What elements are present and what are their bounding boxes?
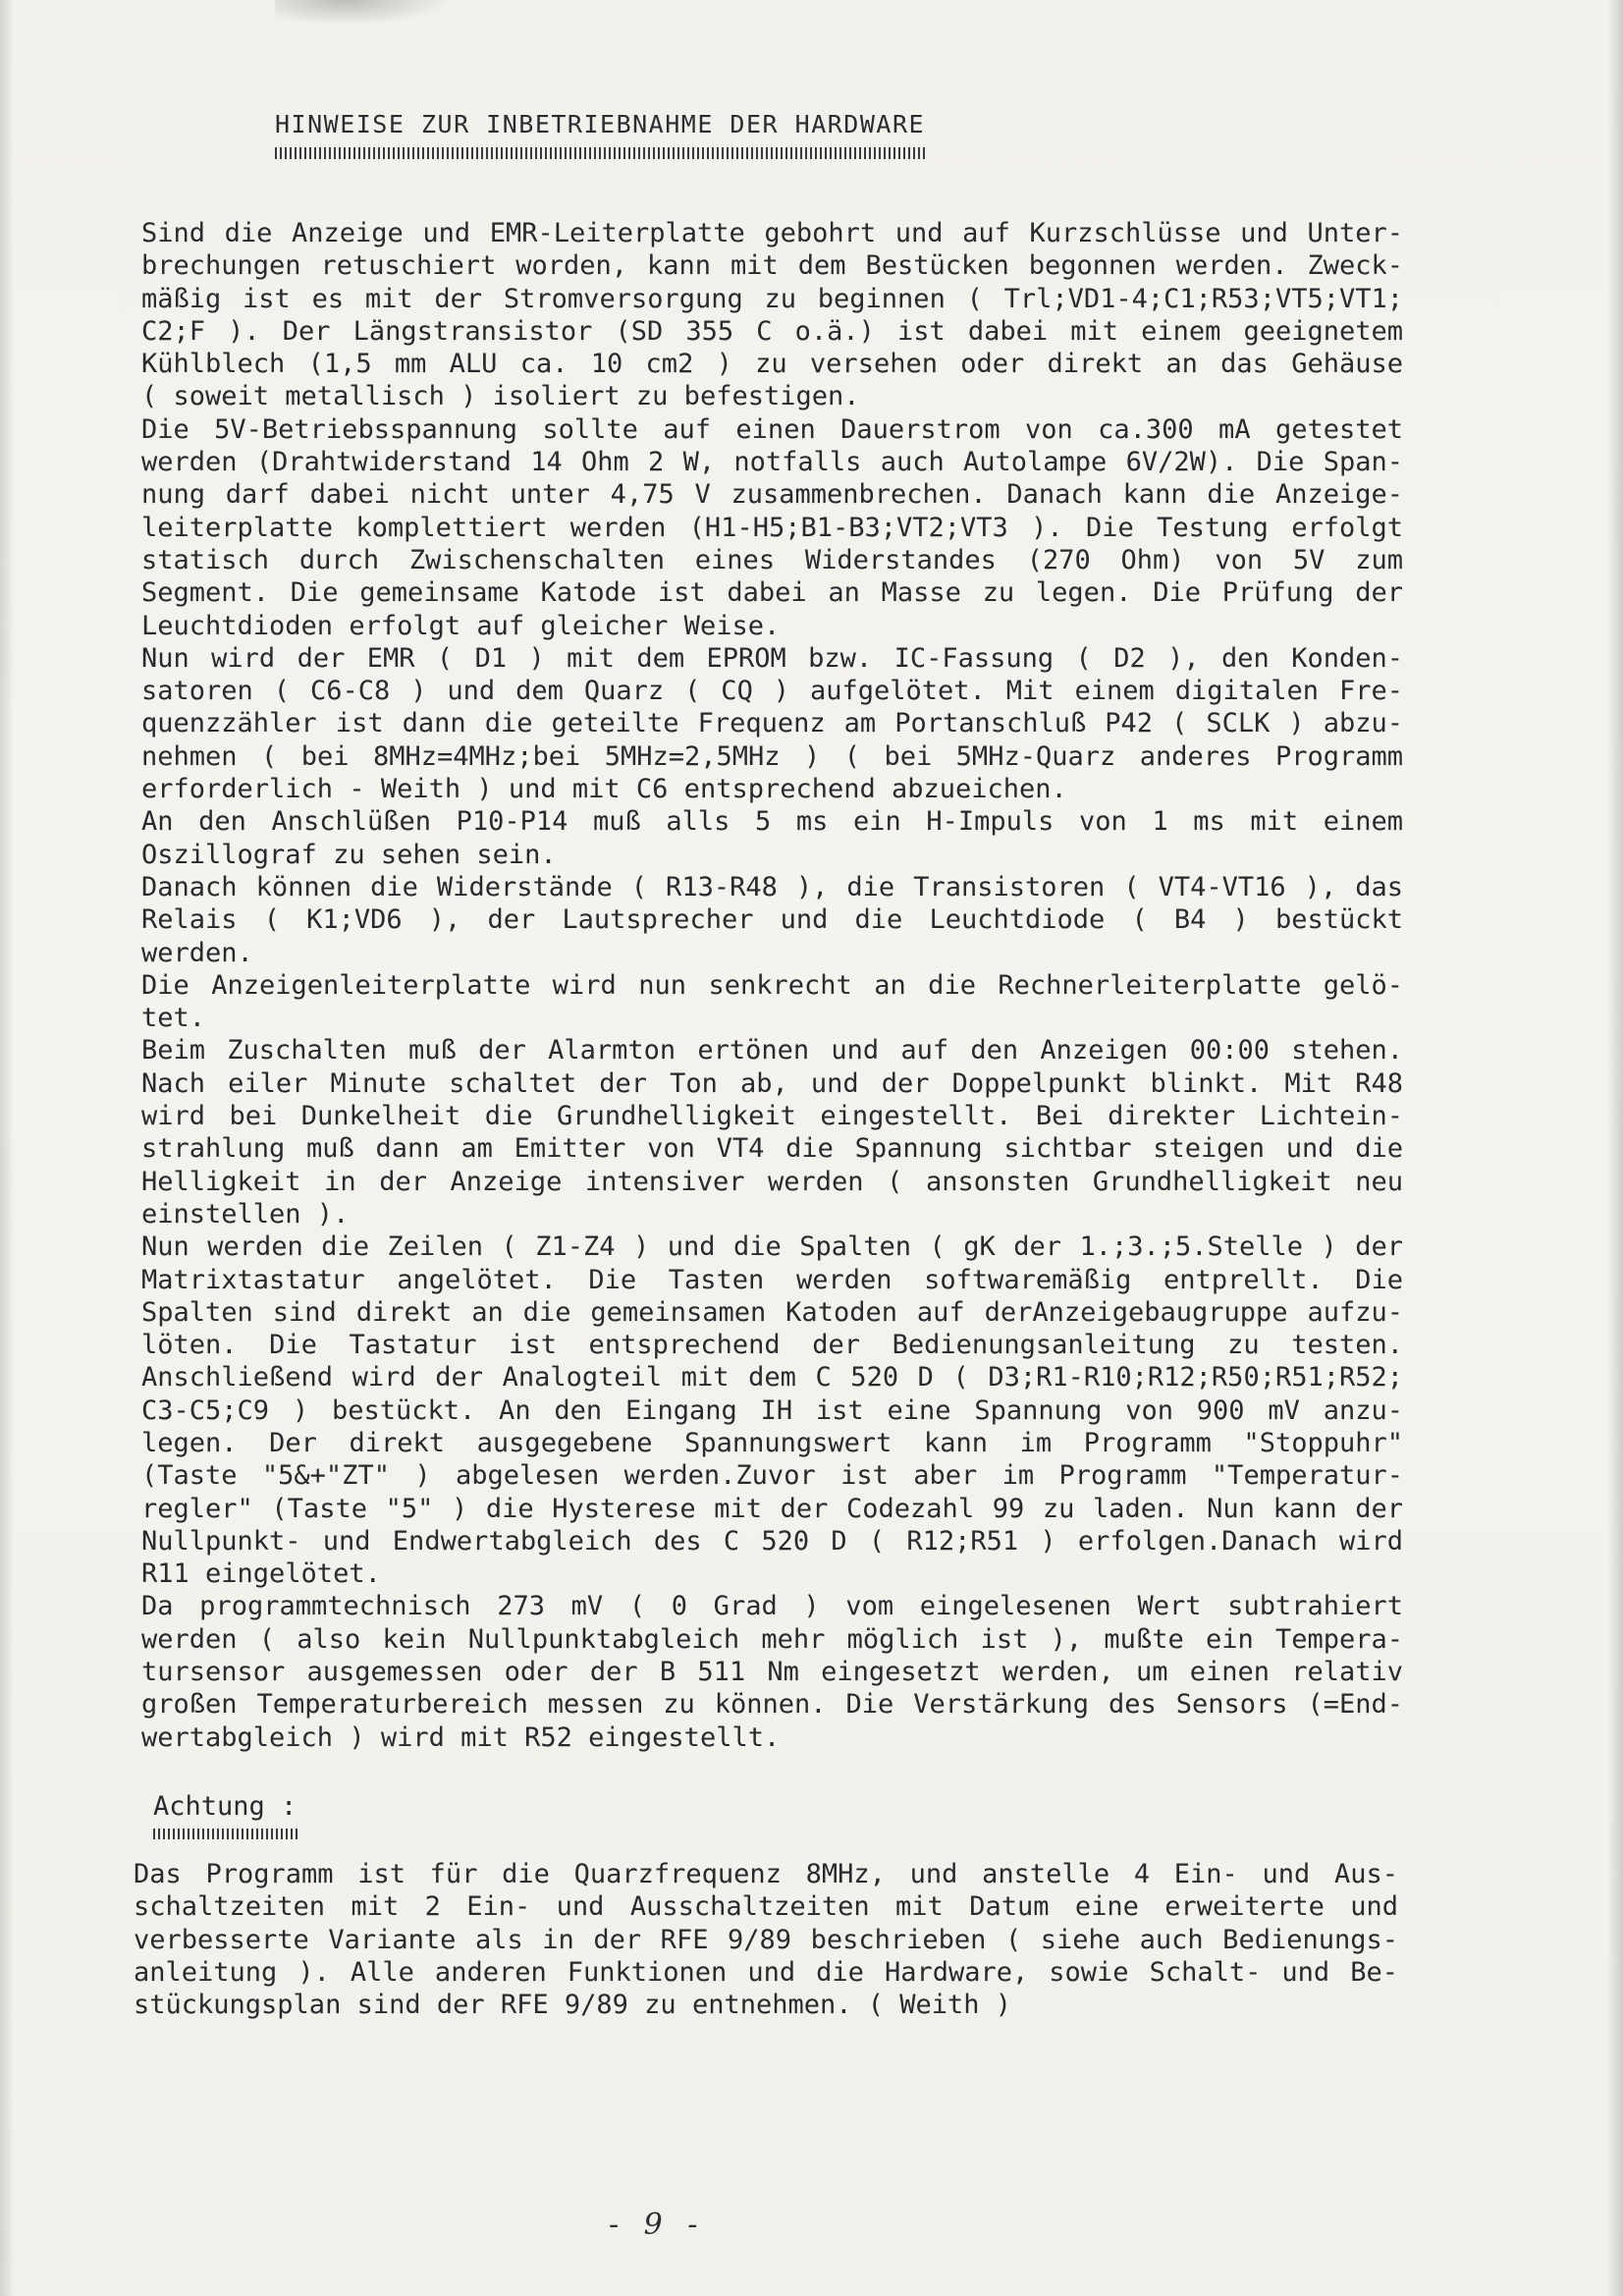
text-line: tursensor ausgemessen oder der B 511 Nm eingesetzt werden, um einen relativ: [141, 1657, 1403, 1688]
text-line: löten. Die Tastatur ist entsprechend der Bedienungsanleitung zu testen.: [141, 1330, 1403, 1361]
text-line: Beim Zuschalten muß der Alarmton ertönen und auf den Anzeigen 00:00 stehen.: [141, 1035, 1403, 1066]
text-line: (Taste "5&+"ZT" ) abgelesen werden.Zuvor ist aber im Programm "Temperatur-: [141, 1460, 1403, 1492]
text-line: schaltzeiten mit 2 Ein- und Ausschaltzeiten mit Datum eine erweiterte und: [134, 1891, 1398, 1923]
text-line: Matrixtastatur angelötet. Die Tasten werden softwaremäßig entprellt. Die: [141, 1264, 1403, 1295]
text-line: Helligkeit in der Anzeige intensiver werden ( ansonsten Grundhelligkeit neu: [141, 1166, 1403, 1197]
note-text: [134, 1858, 1398, 2021]
body-text: [141, 217, 1403, 1754]
text-line: wertabgleich ) wird mit R52 eingestellt.: [141, 1722, 781, 1753]
text-line: strahlung muß dann am Emitter von VT4 die Spannung sichtbar steigen und die: [141, 1133, 1403, 1165]
text-line: Das Programm ist für die Quarzfrequenz 8MHz, und anstelle 4 Ein- und Aus-: [134, 1859, 1398, 1889]
text-line: Nun werden die Zeilen ( Z1-Z4 ) und die Spalten ( gK der 1.;3.;5.Stelle ) der: [141, 1231, 1403, 1263]
text-line: anleitung ). Alle anderen Funktionen und die Hardware, sowie Schalt- und Be-: [134, 1956, 1398, 1988]
text-line: großen Temperaturbereich messen zu können. Die Verstärkung des Sensors (=End-: [141, 1689, 1403, 1721]
text-line: Relais ( K1;VD6 ), der Lautsprecher und die Leuchtdiode ( B4 ) bestückt: [141, 904, 1403, 936]
left-edge-shadow: [0, 0, 14, 2296]
text-line: statisch durch Zwischenschalten eines Widerstandes (270 Ohm) von 5V zum: [141, 544, 1403, 575]
text-line: C3-C5;C9 ) bestückt. An den Eingang IH ist eine Spannung von 900 mV anzu-: [141, 1394, 1403, 1426]
text-line: einstellen ).: [141, 1198, 350, 1230]
text-line: ( soweit metallisch ) isoliert zu befestigen.: [141, 381, 860, 412]
text-line: stückungsplan sind der RFE 9/89 zu entnehmen. ( Weith ): [134, 1990, 1012, 2021]
text-line: Nullpunkt- und Endwertabgleich des C 520 D ( R12;R51 ) erfolgen.Danach wird: [141, 1525, 1403, 1557]
text-line: mäßig ist es mit der Stromversorgung zu beginnen ( Trl;VD1-4;C1;R53;VT5;VT1;: [141, 283, 1403, 314]
text-line: Da programmtechnisch 273 mV ( 0 Grad ) vom eingelesenen Wert subtrahiert: [141, 1591, 1403, 1622]
text-line: brechungen retuschiert worden, kann mit dem Bestücken begonnen werden. Zweck-: [141, 250, 1403, 282]
text-line: Nach eiler Minute schaltet der Ton ab, und der Doppelpunkt blinkt. Mit R48: [141, 1067, 1403, 1099]
text-line: erforderlich - Weith ) und mit C6 entsprechend abzueichen.: [141, 774, 1067, 805]
text-line: tet.: [141, 1003, 206, 1034]
text-line: Die Anzeigenleiterplatte wird nun senkrecht an die Rechnerleiterplatte gelö-: [141, 969, 1403, 1001]
text-line: Oszillograf zu sehen sein.: [141, 839, 557, 870]
text-line: C2;F ). Der Längstransistor (SD 355 C o.ä.) ist dabei mit einem geeignetem: [141, 315, 1403, 347]
text-line: regler" (Taste "5" ) die Hysterese mit der Codezahl 99 zu laden. Nun kann der: [141, 1493, 1403, 1524]
text-line: werden ( also kein Nullpunktabgleich mehr möglich ist ), mußte ein Tempera-: [141, 1623, 1403, 1655]
text-line: Leuchtdioden erfolgt auf gleicher Weise.: [141, 610, 781, 641]
text-line: Segment. Die gemeinsame Katode ist dabei an Masse zu legen. Die Prüfung der: [141, 577, 1403, 609]
text-line: leiterplatte komplettiert werden (H1-H5;B1-B3;VT2;VT3 ). Die Testung erfolgt: [141, 512, 1403, 543]
document-title: HINWEISE ZUR INBETRIEBNAHME DER HARDWARE: [275, 110, 926, 138]
text-line: Anschließend wird der Analogteil mit dem C 520 D ( D3;R1-R10;R12;R50;R51;R52;: [141, 1362, 1403, 1394]
note-heading-underline: [153, 1829, 300, 1839]
text-line: satoren ( C6-C8 ) und dem Quarz ( CQ ) aufgelötet. Mit einem digitalen Fre-: [141, 676, 1403, 707]
text-line: verbesserte Variante als in der RFE 9/89 beschrieben ( siehe auch Bedienungs-: [134, 1924, 1398, 1955]
text-line: An den Anschlüßen P10-P14 muß alls 5 ms ein H-Impuls von 1 ms mit einem: [141, 806, 1403, 838]
text-line: legen. Der direkt ausgegebene Spannungswert kann im Programm "Stoppuhr": [141, 1427, 1403, 1458]
note-heading: Achtung :: [153, 1791, 298, 1822]
text-line: Kühlblech (1,5 mm ALU ca. 10 cm2 ) zu versehen oder direkt an das Gehäuse: [141, 349, 1403, 380]
text-line: Sind die Anzeige und EMR-Leiterplatte gebohrt und auf Kurzschlüsse und Unter-: [141, 218, 1403, 248]
text-line: R11 eingelötet.: [141, 1558, 381, 1590]
text-line: nehmen ( bei 8MHz=4MHz;bei 5MHz=2,5MHz ) ( bei 5MHz-Quarz anderes Programm: [141, 740, 1403, 772]
page-number: - 9 -: [609, 2208, 706, 2242]
right-edge-shadow: [1607, 0, 1623, 2296]
text-line: Spalten sind direkt an die gemeinsamen Katoden auf derAnzeigebaugruppe aufzu-: [141, 1296, 1403, 1328]
top-smudge: [275, 0, 452, 26]
text-line: wird bei Dunkelheit die Grundhelligkeit eingestellt. Bei direkter Lichtein-: [141, 1101, 1403, 1132]
text-line: Nun wird der EMR ( D1 ) mit dem EPROM bzw. IC-Fassung ( D2 ), den Konden-: [141, 642, 1403, 674]
text-line: werden.: [141, 937, 253, 968]
text-line: Die 5V-Betriebsspannung sollte auf einen Dauerstrom von ca.300 mA getestet: [141, 413, 1403, 445]
text-line: werden (Drahtwiderstand 14 Ohm 2 W, notfalls auch Autolampe 6V/2W). Die Span-: [141, 447, 1403, 478]
text-line: quenzzähler ist dann die geteilte Frequenz am Portanschluß P42 ( SCLK ) abzu-: [141, 708, 1403, 739]
text-line: nung darf dabei nicht unter 4,75 V zusammenbrechen. Danach kann die Anzeige-: [141, 479, 1403, 511]
title-underline: [275, 147, 928, 159]
text-line: Danach können die Widerstände ( R13-R48 ), die Transistoren ( VT4-VT16 ), das: [141, 871, 1403, 902]
